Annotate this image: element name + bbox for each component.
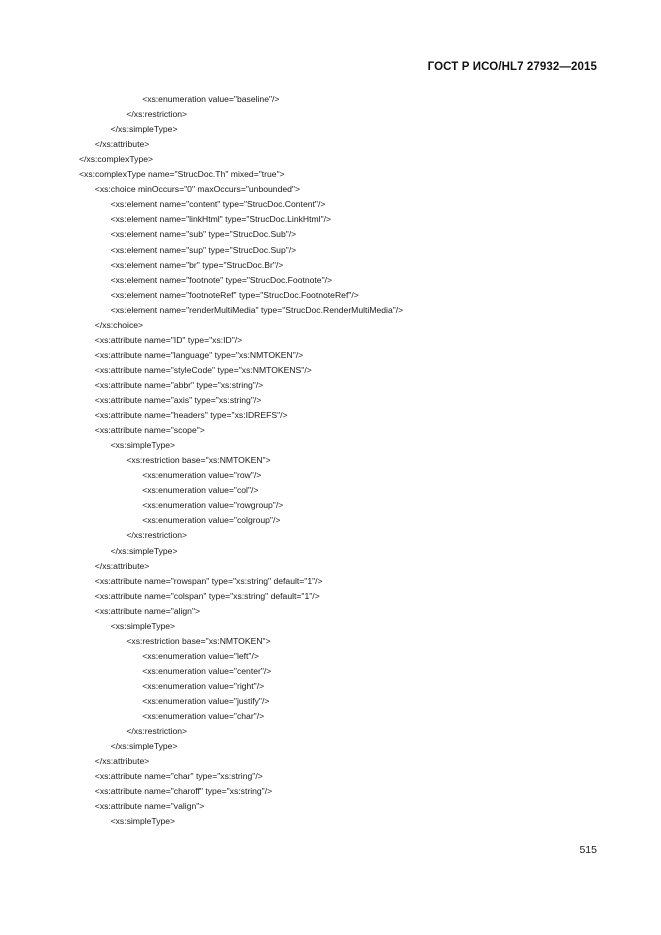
code-line: <xs:simpleType> [110, 620, 176, 631]
code-line: <xs:attribute name="rowspan" type="xs:string" default="1"/> [94, 575, 323, 586]
code-line: <xs:enumeration value="justify"/> [142, 696, 270, 706]
code-line: <xs:element name="sub" type="StrucDoc.Sub"/> [110, 229, 297, 240]
code-line: <xs:restriction base="xs:NMTOKEN"> [126, 635, 271, 646]
code-line: <xs:attribute name="char" type="xs:string"/> [94, 771, 263, 782]
code-line: <xs:enumeration value="row"/> [142, 470, 262, 481]
code-line: <xs:enumeration value="col"/> [142, 485, 259, 496]
code-line: </xs:restriction> [126, 726, 188, 737]
code-line: </xs:attribute> [94, 756, 150, 767]
code-line: <xs:element name="linkHtml" type="StrucDoc.LinkHtml"/> [110, 214, 332, 225]
code-line: <xs:choice minOccurs="0" maxOccurs="unbounded"> [94, 184, 300, 195]
code-line: <xs:attribute name="charoff" type="xs:string"/> [94, 786, 273, 797]
code-line: </xs:simpleType> [110, 741, 178, 752]
code-line: <xs:enumeration value="colgroup"/> [142, 515, 281, 526]
code-line: <xs:element name="footnote" type="StrucDoc.Footnote"/> [110, 274, 333, 285]
code-line: <xs:simpleType> [110, 816, 176, 827]
code-line: </xs:simpleType> [110, 124, 178, 135]
code-line: <xs:element name="content" type="StrucDoc.Content"/> [110, 199, 326, 210]
code-line: <xs:attribute name="axis" type="xs:string"/> [94, 395, 262, 405]
code-line: <xs:attribute name="colspan" type="xs:string" default="1"/> [94, 590, 320, 601]
code-line: </xs:attribute> [94, 560, 150, 571]
code-line: <xs:complexType name="StrucDoc.Th" mixed="true"> [79, 169, 285, 180]
code-line: </xs:complexType> [79, 154, 154, 165]
page-number: 515 [579, 844, 597, 856]
code-line: </xs:restriction> [126, 109, 188, 120]
code-line: <xs:attribute name="valign"> [94, 801, 205, 812]
code-line: <xs:enumeration value="left"/> [142, 650, 259, 661]
code-line: <xs:attribute name="align"> [94, 605, 201, 616]
code-line: </xs:choice> [94, 319, 144, 330]
code-line: <xs:enumeration value="char"/> [142, 711, 265, 722]
standard-designation: ГОСТ Р ИСО/HL7 27932—2015 [427, 61, 597, 73]
code-line: <xs:simpleType> [110, 440, 176, 451]
code-line: </xs:attribute> [94, 139, 150, 150]
code-line: <xs:element name="br" type="StrucDoc.Br"/> [110, 259, 284, 270]
code-line: <xs:attribute name="styleCode" type="xs:NMTOKENS"/> [94, 364, 312, 375]
code-line: </xs:restriction> [126, 530, 188, 541]
code-line: <xs:attribute name="abbr" type="xs:string"/> [94, 379, 264, 390]
code-line: <xs:enumeration value="center"/> [142, 665, 272, 676]
code-line: <xs:element name="footnoteRef" type="StrucDoc.FootnoteRef"/> [110, 289, 359, 300]
code-line: <xs:attribute name="headers" type="xs:IDREFS"/> [94, 410, 288, 421]
code-line: </xs:simpleType> [110, 545, 178, 556]
document-header [428, 61, 597, 73]
code-line: <xs:attribute name="ID" type="xs:ID"/> [94, 334, 243, 345]
code-line: <xs:element name="sup" type="StrucDoc.Sup"/> [110, 244, 297, 255]
code-line: <xs:attribute name="scope"> [94, 425, 205, 436]
code-line: <xs:restriction base="xs:NMTOKEN"> [126, 455, 271, 466]
code-line: <xs:enumeration value="rowgroup"/> [142, 500, 284, 511]
code-line: <xs:enumeration value="right"/> [142, 680, 265, 691]
code-line: <xs:element name="renderMultiMedia" type="StrucDoc.RenderMultiMedia"/> [110, 304, 404, 315]
code-line: <xs:enumeration value="baseline"/> [142, 94, 280, 104]
code-line: <xs:attribute name="language" type="xs:NMTOKEN"/> [94, 349, 304, 360]
